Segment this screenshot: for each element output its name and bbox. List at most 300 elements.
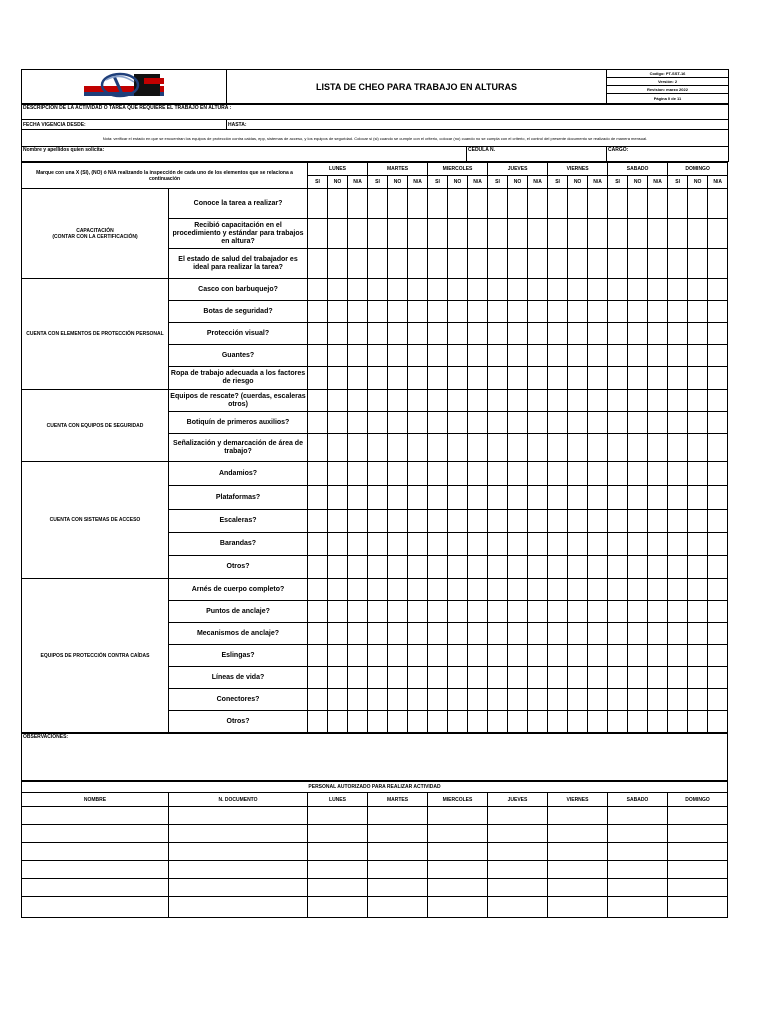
answer-cell[interactable]	[468, 689, 488, 711]
answer-cell[interactable]	[608, 279, 628, 301]
answer-cell[interactable]	[568, 486, 588, 510]
answer-cell[interactable]	[548, 645, 568, 667]
personnel-cell[interactable]	[308, 843, 368, 861]
answer-cell[interactable]	[628, 533, 648, 556]
answer-cell[interactable]	[548, 412, 568, 434]
answer-cell[interactable]	[488, 279, 508, 301]
answer-cell[interactable]	[688, 345, 708, 367]
answer-cell[interactable]	[608, 601, 628, 623]
answer-cell[interactable]	[428, 323, 448, 345]
answer-cell[interactable]	[528, 367, 548, 390]
answer-cell[interactable]	[708, 462, 728, 486]
answer-cell[interactable]	[528, 301, 548, 323]
answer-cell[interactable]	[708, 667, 728, 689]
answer-cell[interactable]	[588, 486, 608, 510]
answer-cell[interactable]	[368, 390, 388, 412]
answer-cell[interactable]	[348, 323, 368, 345]
answer-cell[interactable]	[688, 601, 708, 623]
answer-cell[interactable]	[608, 323, 628, 345]
answer-cell[interactable]	[388, 579, 408, 601]
answer-cell[interactable]	[388, 510, 408, 533]
answer-cell[interactable]	[588, 556, 608, 579]
answer-cell[interactable]	[708, 556, 728, 579]
answer-cell[interactable]	[368, 601, 388, 623]
answer-cell[interactable]	[468, 462, 488, 486]
answer-cell[interactable]	[408, 323, 428, 345]
answer-cell[interactable]	[548, 434, 568, 462]
answer-cell[interactable]	[308, 556, 328, 579]
answer-cell[interactable]	[668, 667, 688, 689]
answer-cell[interactable]	[308, 189, 328, 219]
answer-cell[interactable]	[408, 412, 428, 434]
answer-cell[interactable]	[328, 367, 348, 390]
answer-cell[interactable]	[328, 711, 348, 733]
answer-cell[interactable]	[508, 189, 528, 219]
answer-cell[interactable]	[688, 367, 708, 390]
answer-cell[interactable]	[488, 486, 508, 510]
answer-cell[interactable]	[688, 486, 708, 510]
answer-cell[interactable]	[668, 601, 688, 623]
personnel-cell[interactable]	[22, 807, 169, 825]
answer-cell[interactable]	[368, 533, 388, 556]
answer-cell[interactable]	[568, 345, 588, 367]
requester-name-field[interactable]: Nombre y apellidos quien solicita:	[22, 147, 467, 162]
answer-cell[interactable]	[628, 645, 648, 667]
answer-cell[interactable]	[508, 623, 528, 645]
answer-cell[interactable]	[708, 301, 728, 323]
answer-cell[interactable]	[388, 711, 408, 733]
answer-cell[interactable]	[628, 434, 648, 462]
answer-cell[interactable]	[448, 189, 468, 219]
answer-cell[interactable]	[308, 301, 328, 323]
answer-cell[interactable]	[488, 645, 508, 667]
answer-cell[interactable]	[548, 601, 568, 623]
answer-cell[interactable]	[588, 533, 608, 556]
answer-cell[interactable]	[348, 667, 368, 689]
answer-cell[interactable]	[528, 434, 548, 462]
answer-cell[interactable]	[508, 412, 528, 434]
answer-cell[interactable]	[588, 279, 608, 301]
answer-cell[interactable]	[468, 601, 488, 623]
answer-cell[interactable]	[388, 486, 408, 510]
answer-cell[interactable]	[608, 390, 628, 412]
answer-cell[interactable]	[668, 345, 688, 367]
personnel-cell[interactable]	[668, 807, 728, 825]
answer-cell[interactable]	[628, 623, 648, 645]
answer-cell[interactable]	[628, 486, 648, 510]
personnel-cell[interactable]	[368, 879, 428, 897]
answer-cell[interactable]	[348, 301, 368, 323]
answer-cell[interactable]	[468, 623, 488, 645]
answer-cell[interactable]	[368, 219, 388, 249]
answer-cell[interactable]	[628, 345, 648, 367]
answer-cell[interactable]	[568, 412, 588, 434]
answer-cell[interactable]	[488, 390, 508, 412]
answer-cell[interactable]	[608, 462, 628, 486]
personnel-cell[interactable]	[368, 843, 428, 861]
answer-cell[interactable]	[508, 579, 528, 601]
personnel-cell[interactable]	[548, 807, 608, 825]
answer-cell[interactable]	[328, 345, 348, 367]
answer-cell[interactable]	[468, 486, 488, 510]
answer-cell[interactable]	[648, 390, 668, 412]
answer-cell[interactable]	[348, 279, 368, 301]
answer-cell[interactable]	[388, 689, 408, 711]
answer-cell[interactable]	[568, 249, 588, 279]
answer-cell[interactable]	[468, 533, 488, 556]
answer-cell[interactable]	[608, 301, 628, 323]
answer-cell[interactable]	[548, 510, 568, 533]
answer-cell[interactable]	[348, 689, 368, 711]
answer-cell[interactable]	[408, 390, 428, 412]
answer-cell[interactable]	[548, 689, 568, 711]
answer-cell[interactable]	[648, 367, 668, 390]
answer-cell[interactable]	[388, 249, 408, 279]
answer-cell[interactable]	[668, 249, 688, 279]
answer-cell[interactable]	[548, 345, 568, 367]
answer-cell[interactable]	[688, 390, 708, 412]
answer-cell[interactable]	[648, 556, 668, 579]
answer-cell[interactable]	[648, 249, 668, 279]
personnel-cell[interactable]	[488, 825, 548, 843]
answer-cell[interactable]	[688, 579, 708, 601]
answer-cell[interactable]	[468, 556, 488, 579]
answer-cell[interactable]	[568, 219, 588, 249]
answer-cell[interactable]	[408, 645, 428, 667]
answer-cell[interactable]	[368, 645, 388, 667]
answer-cell[interactable]	[668, 579, 688, 601]
answer-cell[interactable]	[528, 645, 548, 667]
personnel-cell[interactable]	[548, 897, 608, 918]
answer-cell[interactable]	[568, 390, 588, 412]
answer-cell[interactable]	[428, 623, 448, 645]
answer-cell[interactable]	[588, 645, 608, 667]
answer-cell[interactable]	[368, 189, 388, 219]
answer-cell[interactable]	[308, 533, 328, 556]
answer-cell[interactable]	[468, 667, 488, 689]
answer-cell[interactable]	[688, 219, 708, 249]
answer-cell[interactable]	[688, 279, 708, 301]
answer-cell[interactable]	[708, 390, 728, 412]
answer-cell[interactable]	[528, 412, 548, 434]
answer-cell[interactable]	[448, 510, 468, 533]
answer-cell[interactable]	[448, 645, 468, 667]
answer-cell[interactable]	[608, 249, 628, 279]
answer-cell[interactable]	[668, 645, 688, 667]
answer-cell[interactable]	[468, 711, 488, 733]
personnel-cell[interactable]	[488, 879, 548, 897]
answer-cell[interactable]	[548, 279, 568, 301]
answer-cell[interactable]	[668, 462, 688, 486]
answer-cell[interactable]	[568, 301, 588, 323]
personnel-cell[interactable]	[368, 825, 428, 843]
answer-cell[interactable]	[428, 189, 448, 219]
answer-cell[interactable]	[708, 279, 728, 301]
answer-cell[interactable]	[648, 689, 668, 711]
answer-cell[interactable]	[708, 510, 728, 533]
answer-cell[interactable]	[508, 367, 528, 390]
answer-cell[interactable]	[328, 434, 348, 462]
answer-cell[interactable]	[448, 462, 468, 486]
answer-cell[interactable]	[308, 601, 328, 623]
answer-cell[interactable]	[348, 249, 368, 279]
answer-cell[interactable]	[648, 711, 668, 733]
answer-cell[interactable]	[668, 556, 688, 579]
answer-cell[interactable]	[548, 189, 568, 219]
answer-cell[interactable]	[388, 189, 408, 219]
answer-cell[interactable]	[428, 645, 448, 667]
answer-cell[interactable]	[708, 345, 728, 367]
answer-cell[interactable]	[608, 645, 628, 667]
answer-cell[interactable]	[388, 412, 408, 434]
answer-cell[interactable]	[308, 623, 328, 645]
answer-cell[interactable]	[308, 689, 328, 711]
answer-cell[interactable]	[448, 249, 468, 279]
answer-cell[interactable]	[648, 533, 668, 556]
answer-cell[interactable]	[328, 279, 348, 301]
answer-cell[interactable]	[448, 601, 468, 623]
answer-cell[interactable]	[708, 219, 728, 249]
answer-cell[interactable]	[508, 556, 528, 579]
answer-cell[interactable]	[448, 689, 468, 711]
answer-cell[interactable]	[668, 510, 688, 533]
answer-cell[interactable]	[508, 434, 528, 462]
answer-cell[interactable]	[328, 219, 348, 249]
answer-cell[interactable]	[408, 556, 428, 579]
answer-cell[interactable]	[528, 486, 548, 510]
answer-cell[interactable]	[468, 510, 488, 533]
answer-cell[interactable]	[368, 689, 388, 711]
answer-cell[interactable]	[488, 345, 508, 367]
answer-cell[interactable]	[688, 189, 708, 219]
answer-cell[interactable]	[528, 556, 548, 579]
answer-cell[interactable]	[308, 667, 328, 689]
answer-cell[interactable]	[388, 279, 408, 301]
answer-cell[interactable]	[448, 367, 468, 390]
answer-cell[interactable]	[488, 711, 508, 733]
answer-cell[interactable]	[348, 434, 368, 462]
answer-cell[interactable]	[368, 486, 388, 510]
answer-cell[interactable]	[608, 486, 628, 510]
answer-cell[interactable]	[668, 219, 688, 249]
answer-cell[interactable]	[408, 462, 428, 486]
answer-cell[interactable]	[408, 579, 428, 601]
answer-cell[interactable]	[628, 367, 648, 390]
answer-cell[interactable]	[448, 301, 468, 323]
personnel-cell[interactable]	[368, 861, 428, 879]
answer-cell[interactable]	[488, 367, 508, 390]
answer-cell[interactable]	[508, 601, 528, 623]
answer-cell[interactable]	[708, 579, 728, 601]
answer-cell[interactable]	[648, 601, 668, 623]
personnel-cell[interactable]	[548, 825, 608, 843]
answer-cell[interactable]	[708, 434, 728, 462]
answer-cell[interactable]	[628, 189, 648, 219]
answer-cell[interactable]	[648, 301, 668, 323]
personnel-cell[interactable]	[668, 861, 728, 879]
answer-cell[interactable]	[668, 390, 688, 412]
answer-cell[interactable]	[688, 689, 708, 711]
answer-cell[interactable]	[648, 345, 668, 367]
answer-cell[interactable]	[488, 301, 508, 323]
answer-cell[interactable]	[308, 367, 328, 390]
personnel-cell[interactable]	[548, 861, 608, 879]
answer-cell[interactable]	[348, 345, 368, 367]
answer-cell[interactable]	[548, 623, 568, 645]
answer-cell[interactable]	[428, 601, 448, 623]
personnel-cell[interactable]	[169, 897, 308, 918]
answer-cell[interactable]	[428, 367, 448, 390]
answer-cell[interactable]	[568, 667, 588, 689]
answer-cell[interactable]	[488, 189, 508, 219]
answer-cell[interactable]	[408, 601, 428, 623]
answer-cell[interactable]	[608, 189, 628, 219]
answer-cell[interactable]	[548, 249, 568, 279]
answer-cell[interactable]	[348, 390, 368, 412]
answer-cell[interactable]	[568, 601, 588, 623]
answer-cell[interactable]	[428, 486, 448, 510]
answer-cell[interactable]	[708, 689, 728, 711]
answer-cell[interactable]	[488, 623, 508, 645]
answer-cell[interactable]	[608, 623, 628, 645]
answer-cell[interactable]	[448, 412, 468, 434]
answer-cell[interactable]	[608, 510, 628, 533]
answer-cell[interactable]	[308, 345, 328, 367]
answer-cell[interactable]	[508, 219, 528, 249]
answer-cell[interactable]	[308, 486, 328, 510]
answer-cell[interactable]	[508, 462, 528, 486]
answer-cell[interactable]	[608, 434, 628, 462]
answer-cell[interactable]	[488, 323, 508, 345]
answer-cell[interactable]	[588, 462, 608, 486]
answer-cell[interactable]	[668, 533, 688, 556]
answer-cell[interactable]	[708, 189, 728, 219]
answer-cell[interactable]	[508, 390, 528, 412]
answer-cell[interactable]	[668, 689, 688, 711]
personnel-cell[interactable]	[608, 825, 668, 843]
answer-cell[interactable]	[468, 219, 488, 249]
personnel-cell[interactable]	[428, 879, 488, 897]
answer-cell[interactable]	[328, 390, 348, 412]
answer-cell[interactable]	[528, 579, 548, 601]
answer-cell[interactable]	[548, 323, 568, 345]
answer-cell[interactable]	[428, 390, 448, 412]
answer-cell[interactable]	[388, 462, 408, 486]
answer-cell[interactable]	[448, 279, 468, 301]
answer-cell[interactable]	[568, 323, 588, 345]
activity-description-field[interactable]: DESCRIPCION DE LA ACTIVIDAD O TAREA QUE REQUIERE EL TRABAJO EN ALTURA :	[22, 105, 729, 120]
answer-cell[interactable]	[468, 323, 488, 345]
answer-cell[interactable]	[628, 301, 648, 323]
answer-cell[interactable]	[548, 556, 568, 579]
answer-cell[interactable]	[408, 486, 428, 510]
answer-cell[interactable]	[708, 645, 728, 667]
answer-cell[interactable]	[488, 533, 508, 556]
answer-cell[interactable]	[568, 689, 588, 711]
answer-cell[interactable]	[608, 711, 628, 733]
answer-cell[interactable]	[668, 711, 688, 733]
answer-cell[interactable]	[448, 390, 468, 412]
valid-from-field[interactable]: FECHA VIGENCIA DESDE:	[22, 120, 227, 130]
answer-cell[interactable]	[368, 667, 388, 689]
answer-cell[interactable]	[528, 689, 548, 711]
answer-cell[interactable]	[588, 601, 608, 623]
answer-cell[interactable]	[608, 367, 628, 390]
personnel-cell[interactable]	[22, 825, 169, 843]
answer-cell[interactable]	[528, 279, 548, 301]
answer-cell[interactable]	[368, 510, 388, 533]
answer-cell[interactable]	[368, 279, 388, 301]
personnel-cell[interactable]	[169, 825, 308, 843]
answer-cell[interactable]	[568, 189, 588, 219]
personnel-cell[interactable]	[668, 897, 728, 918]
answer-cell[interactable]	[468, 189, 488, 219]
answer-cell[interactable]	[608, 556, 628, 579]
answer-cell[interactable]	[308, 279, 328, 301]
answer-cell[interactable]	[468, 301, 488, 323]
answer-cell[interactable]	[568, 462, 588, 486]
answer-cell[interactable]	[388, 301, 408, 323]
answer-cell[interactable]	[368, 323, 388, 345]
answer-cell[interactable]	[368, 462, 388, 486]
answer-cell[interactable]	[328, 486, 348, 510]
answer-cell[interactable]	[628, 279, 648, 301]
answer-cell[interactable]	[348, 510, 368, 533]
answer-cell[interactable]	[488, 219, 508, 249]
answer-cell[interactable]	[628, 412, 648, 434]
answer-cell[interactable]	[428, 462, 448, 486]
answer-cell[interactable]	[308, 579, 328, 601]
answer-cell[interactable]	[708, 601, 728, 623]
answer-cell[interactable]	[448, 667, 468, 689]
answer-cell[interactable]	[308, 711, 328, 733]
answer-cell[interactable]	[588, 412, 608, 434]
answer-cell[interactable]	[588, 301, 608, 323]
answer-cell[interactable]	[688, 412, 708, 434]
answer-cell[interactable]	[388, 533, 408, 556]
answer-cell[interactable]	[528, 533, 548, 556]
answer-cell[interactable]	[568, 510, 588, 533]
personnel-cell[interactable]	[368, 807, 428, 825]
answer-cell[interactable]	[688, 301, 708, 323]
answer-cell[interactable]	[508, 533, 528, 556]
answer-cell[interactable]	[548, 390, 568, 412]
answer-cell[interactable]	[668, 412, 688, 434]
answer-cell[interactable]	[708, 486, 728, 510]
answer-cell[interactable]	[588, 579, 608, 601]
personnel-cell[interactable]	[428, 807, 488, 825]
answer-cell[interactable]	[688, 510, 708, 533]
personnel-cell[interactable]	[22, 861, 169, 879]
answer-cell[interactable]	[708, 623, 728, 645]
observations-field[interactable]: OBSERVACIONES:	[22, 734, 728, 781]
answer-cell[interactable]	[428, 219, 448, 249]
answer-cell[interactable]	[628, 462, 648, 486]
answer-cell[interactable]	[668, 189, 688, 219]
answer-cell[interactable]	[328, 689, 348, 711]
answer-cell[interactable]	[528, 510, 548, 533]
answer-cell[interactable]	[308, 219, 328, 249]
answer-cell[interactable]	[368, 412, 388, 434]
answer-cell[interactable]	[568, 367, 588, 390]
answer-cell[interactable]	[348, 556, 368, 579]
answer-cell[interactable]	[648, 510, 668, 533]
answer-cell[interactable]	[428, 510, 448, 533]
answer-cell[interactable]	[668, 301, 688, 323]
answer-cell[interactable]	[668, 367, 688, 390]
answer-cell[interactable]	[688, 462, 708, 486]
answer-cell[interactable]	[468, 390, 488, 412]
